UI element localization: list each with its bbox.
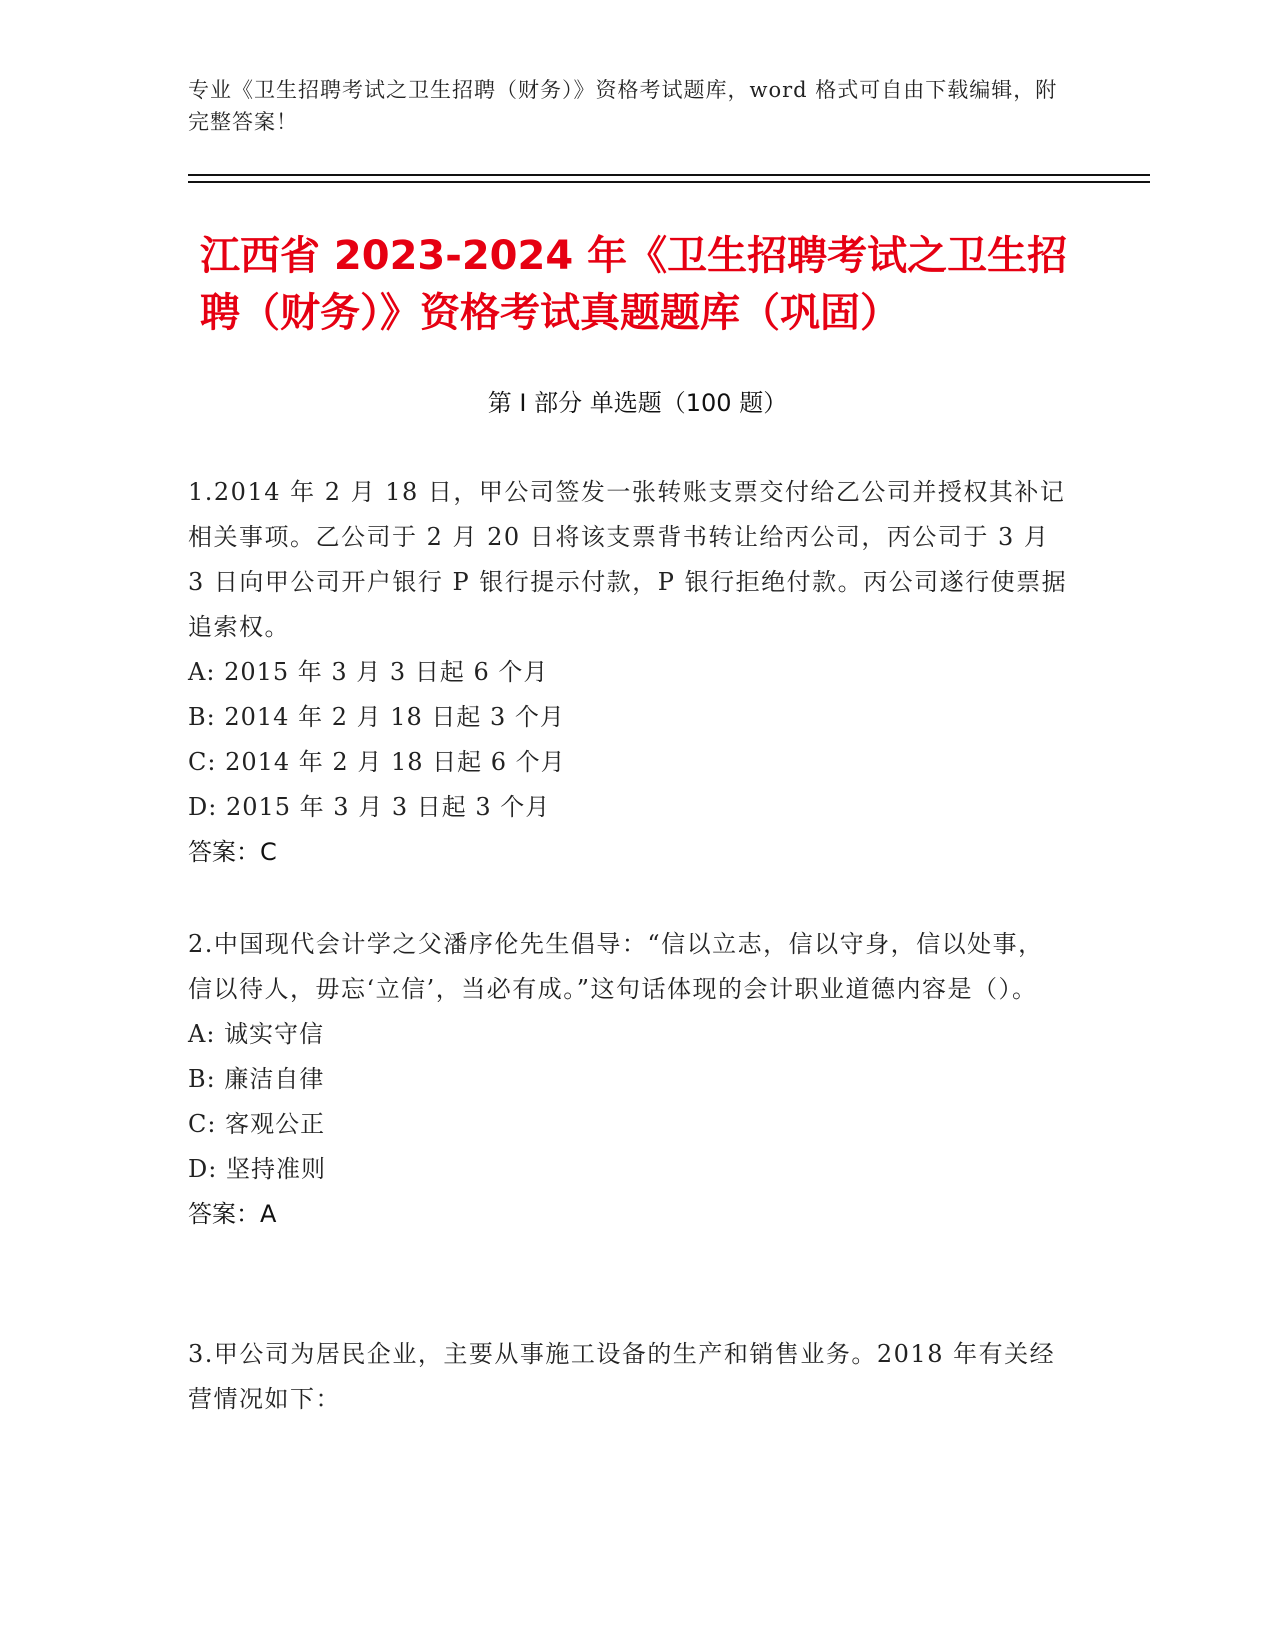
option-c — [188, 1102, 1068, 1147]
header-rule-bottom — [188, 181, 1150, 183]
question-2 — [188, 922, 1068, 1237]
question-stem: 3.甲公司为居民企业，主要从事施工设备的生产和销售业务。2018 年有关经营情况如下： — [188, 1340, 1056, 1413]
answer-line: 答案：C — [188, 838, 277, 866]
option-letter: D: — [188, 793, 218, 821]
option-text: 2015 年 3 月 3 日起 3 个月 — [225, 793, 551, 821]
option-letter: C: — [188, 748, 217, 776]
option-a — [188, 650, 1068, 695]
option-text: 2014 年 2 月 18 日起 3 个月 — [224, 703, 565, 731]
option-d — [188, 785, 1068, 830]
option-b — [188, 695, 1068, 740]
option-letter: C: — [188, 1110, 217, 1138]
header-note: 专业《卫生招聘考试之卫生招聘（财务）》资格考试题库，word 格式可自由下载编辑，附完整答案！ — [188, 78, 1058, 134]
option-letter: B: — [188, 703, 216, 731]
option-text: 2015 年 3 月 3 日起 6 个月 — [224, 658, 549, 686]
option-text: 诚实守信 — [224, 1020, 325, 1048]
option-letter: A: — [188, 1020, 216, 1048]
section-heading: 第 I 部分 单选题（100 题） — [487, 389, 788, 417]
document-title: 江西省 2023-2024 年《卫生招聘考试之卫生招聘（财务）》资格考试真题题库（巩固） — [200, 233, 1068, 336]
option-b — [188, 1057, 1068, 1102]
option-text: 廉洁自律 — [224, 1065, 325, 1093]
option-letter: B: — [188, 1065, 216, 1093]
option-text: 坚持准则 — [225, 1155, 326, 1183]
header-rule-top — [188, 174, 1150, 176]
question-1 — [188, 470, 1068, 875]
option-c — [188, 740, 1068, 785]
answer-line: 答案：A — [188, 1200, 277, 1228]
option-letter: D: — [188, 1155, 218, 1183]
option-d — [188, 1147, 1068, 1192]
question-stem: 2.中国现代会计学之父潘序伦先生倡导：“信以立志，信以守身，信以处事，信以待人，毋忘‘立信’，当必有成。”这句话体现的会计职业道德内容是（）。 — [188, 930, 1044, 1003]
option-text: 2014 年 2 月 18 日起 6 个月 — [225, 748, 566, 776]
question-stem: 1.2014 年 2 月 18 日，甲公司签发一张转账支票交付给乙公司并授权其补记相关事项。乙公司于 2 月 20 日将该支票背书转让给丙公司，丙公司于 3 月 3 日向甲公司开户银行 P 银行提示付款，P 银行拒绝付款。丙公司遂行使票据追索权。 — [188, 478, 1068, 641]
option-text: 客观公正 — [225, 1110, 326, 1138]
option-letter: A: — [188, 658, 216, 686]
question-3 — [188, 1332, 1068, 1422]
option-a — [188, 1012, 1068, 1057]
